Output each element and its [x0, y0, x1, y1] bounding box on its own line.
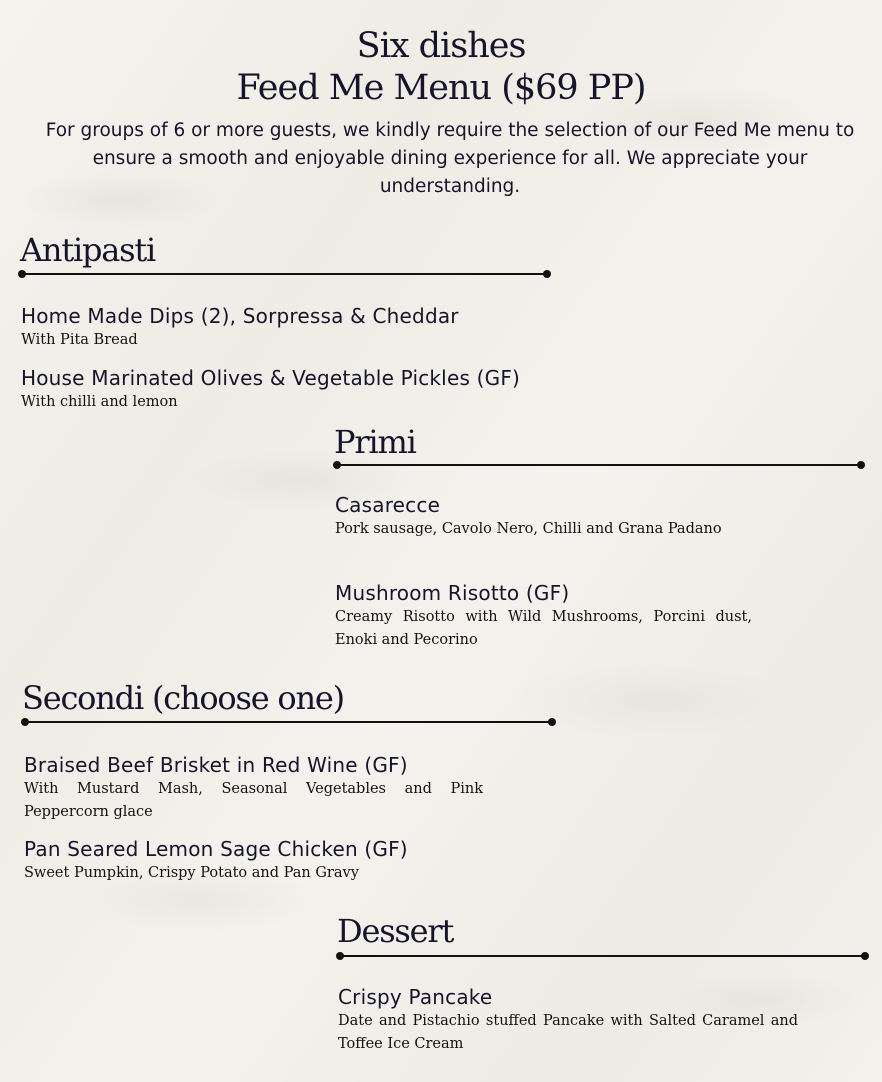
dish-name: Pan Seared Lemon Sage Chicken (GF)	[24, 837, 408, 861]
dish-desc: With Mustard Mash, Seasonal Vegetables and Pink Peppercorn glace	[24, 781, 483, 820]
dish-name: Crispy Pancake	[338, 985, 493, 1009]
section-title-primi: Primi	[334, 423, 416, 461]
dish-desc: Pork sausage, Cavolo Nero, Chilli and Grana Padano	[335, 521, 722, 537]
dish-desc: With chilli and lemon	[21, 394, 178, 410]
dish-name: Mushroom Risotto (GF)	[335, 581, 570, 605]
menu-title-line1: Six dishes	[356, 26, 526, 66]
dish-desc: Creamy Risotto with Wild Mushrooms, Porcini dust, Enoki and Pecorino	[335, 609, 752, 648]
section-divider-antipasti	[21, 273, 548, 275]
dish-desc: Sweet Pumpkin, Crispy Potato and Pan Gravy	[24, 865, 359, 881]
dish-name: Braised Beef Brisket in Red Wine (GF)	[24, 753, 408, 777]
section-divider-dessert	[339, 955, 866, 957]
section-divider-primi	[336, 464, 862, 466]
dish-desc: With Pita Bread	[21, 332, 138, 348]
dish-name: Home Made Dips (2), Sorpressa & Cheddar	[21, 304, 459, 328]
dish-desc: Date and Pistachio stuffed Pancake with Salted Caramel and Toffee Ice Cream	[338, 1013, 798, 1052]
menu-intro: For groups of 6 or more guests, we kindly require the selection of our Feed Me menu to ensure a smooth and enjoyable dining experience for all. We appreciate your understanding.	[45, 120, 855, 197]
dish-name: House Marinated Olives & Vegetable Pickles (GF)	[21, 366, 521, 390]
menu-title-line2: Feed Me Menu ($69 PP)	[236, 68, 646, 108]
section-title-dessert: Dessert	[337, 912, 454, 950]
section-title-antipasti: Antipasti	[20, 231, 156, 269]
dish-name: Casarecce	[335, 493, 441, 517]
section-title-secondi: Secondi (choose one)	[22, 679, 344, 717]
section-divider-secondi	[24, 721, 553, 723]
